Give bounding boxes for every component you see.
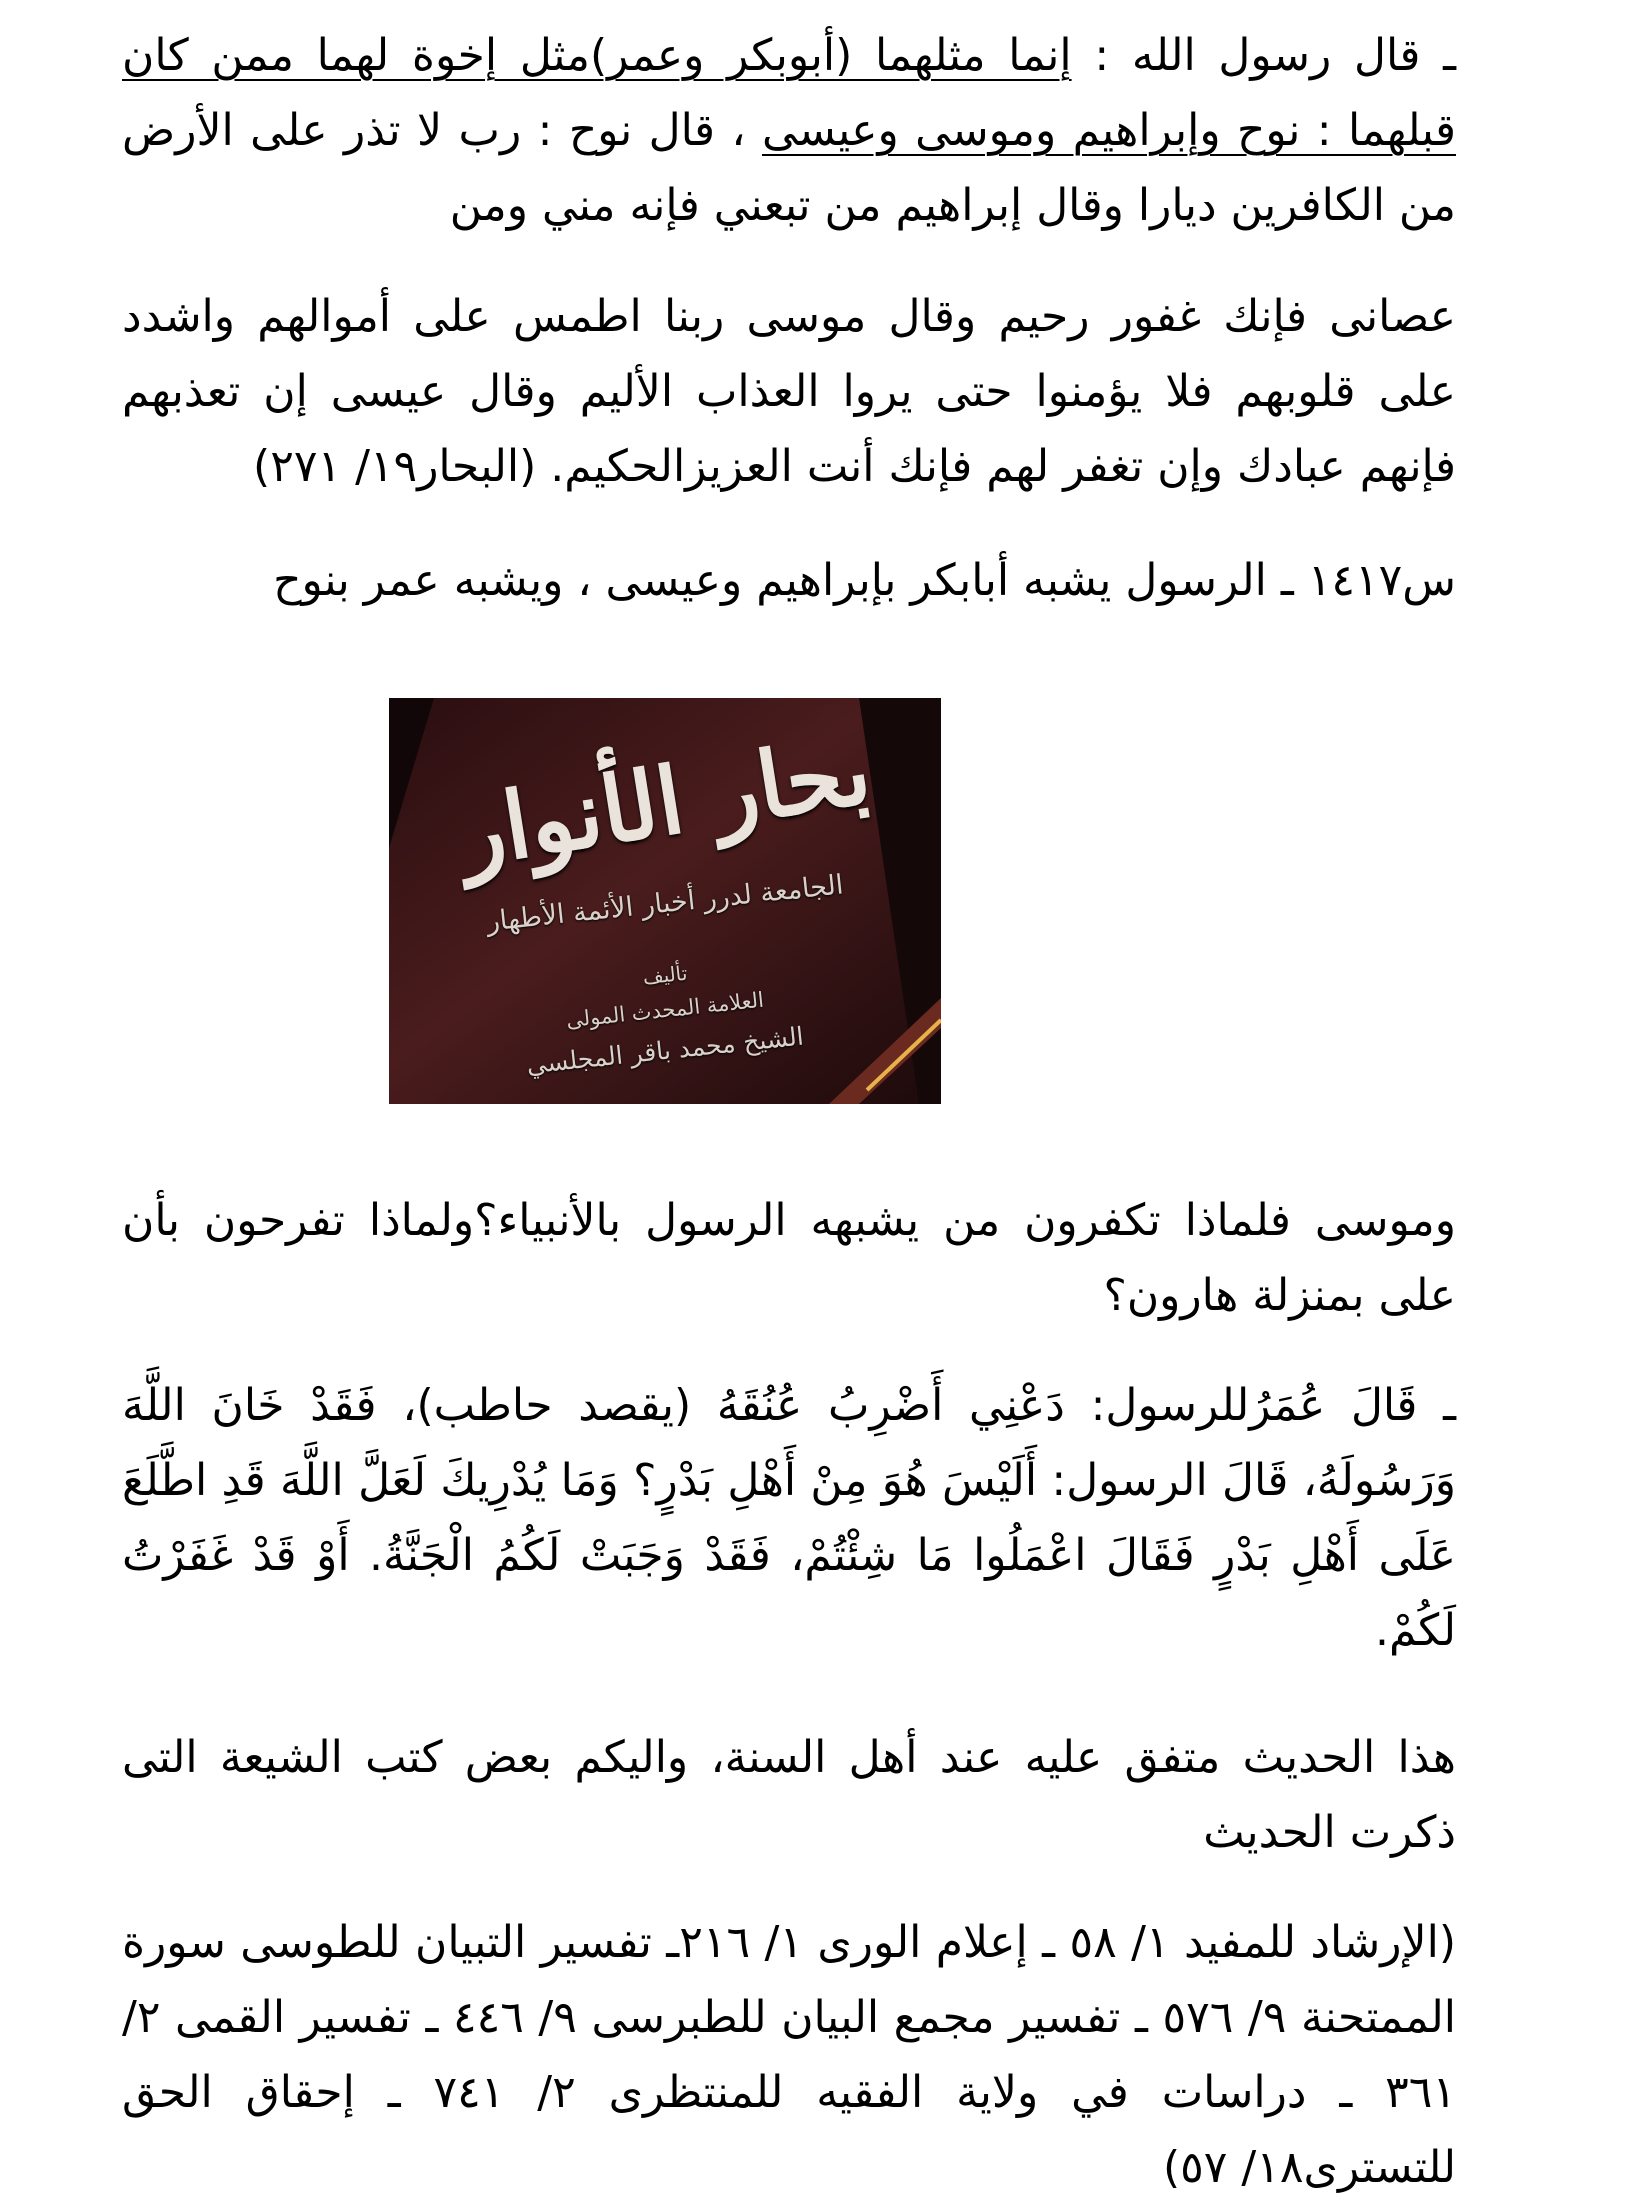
paragraph-hatib-hadith: ـ قَالَ عُمَرُللرسول: دَعْنِي أَضْرِبُ عُنُقَهُ (يقصد حاطب)، فَقَدْ خَانَ اللَّهَ وَرَسُولَهُ، قَالَ الرسول: أَلَيْسَ هُوَ مِنْ أَهْلِ بَدْرٍ؟ وَمَا يُدْرِيكَ لَعَلَّ اللَّهَ قَدِ اطَّلَعَ عَلَى أَهْلِ بَدْرٍ فَقَالَ اعْمَلُوا مَا شِئْتُمْ، فَقَدْ وَجَبَتْ لَكُمُ الْجَنَّةُ. أَوْ قَدْ غَفَرْتُ لَكُمْ. [122,1380,1456,1656]
book-title-text: بحار الأنوار [451,716,879,888]
hadith-intro-lead: ـ قال رسول الله : [1071,30,1457,81]
document-page [122,0,1456,2208]
book-author-label: تأليف [641,960,689,990]
paragraph-agreed-hadith: هذا الحديث متفق عليه عند أهل السنة، واليكم بعض كتب الشيعة التى ذكرت الحديث [122,1732,1456,1858]
paragraph-references: (الإرشاد للمفيد ١/ ٥٨ ـ إعلام الورى ١/ ٢١٦ـ تفسير التبيان للطوسى سورة الممتحنة ٩/ ٥٧٦ ـ تفسير مجمع البيان للطبرسى ٩/ ٤٤٦ ـ تفسير القمى ٢/ ٣٦١ ـ دراسات في ولاية الفقيه للمنتظرى ٢/ ٧٤١ ـ إحقاق الحق للتسترى١٨/ ٥٧) [122,1917,1457,2193]
book-author-line-1: العلامة المحدث المولى [564,987,766,1033]
book-author-line-2: الشيخ محمد باقر المجلسي [525,1021,805,1080]
hadith-intro-rest: ، قال نوح : رب لا تذر على الأرض من الكافرين ديارا وقال إبراهيم من تبعني فإنه مني ومن [122,105,1456,231]
paragraph-prophets-sayings: عصانى فإنك غفور رحيم وقال موسى ربنا اطمس على أموالهم واشدد على قلوبهم فلا يؤمنوا حتى يروا العذاب الأليم وقال عيسى إن تعذبهم فإنهم عبادك وإن تغفر لهم فإنك أنت العزيزالحكيم. (البحار١٩/ ٢٧١) [122,291,1456,492]
book-subtitle-text: الجامعة لدرر أخبار الأئمة الأطهار [485,869,845,938]
book-cover-image [389,698,941,1104]
paragraph-hadith-intro [122,18,1456,243]
paragraph-question-1417: س١٤١٧ ـ الرسول يشبه أبابكر بإبراهيم وعيسى ، ويشبه عمر بنوح [273,555,1456,606]
paragraph-harun-question: وموسى فلماذا تكفرون من يشبهه الرسول بالأنبياء؟ولماذا تفرحون بأن على بمنزلة هارون؟ [122,1195,1456,1321]
hadith-quote-underlined: إنما مثلهما (أبوبكر وعمر)مثل إخوة لهما ممن كان قبلهما : نوح وإبراهيم وموسى وعيسى [122,30,1456,156]
